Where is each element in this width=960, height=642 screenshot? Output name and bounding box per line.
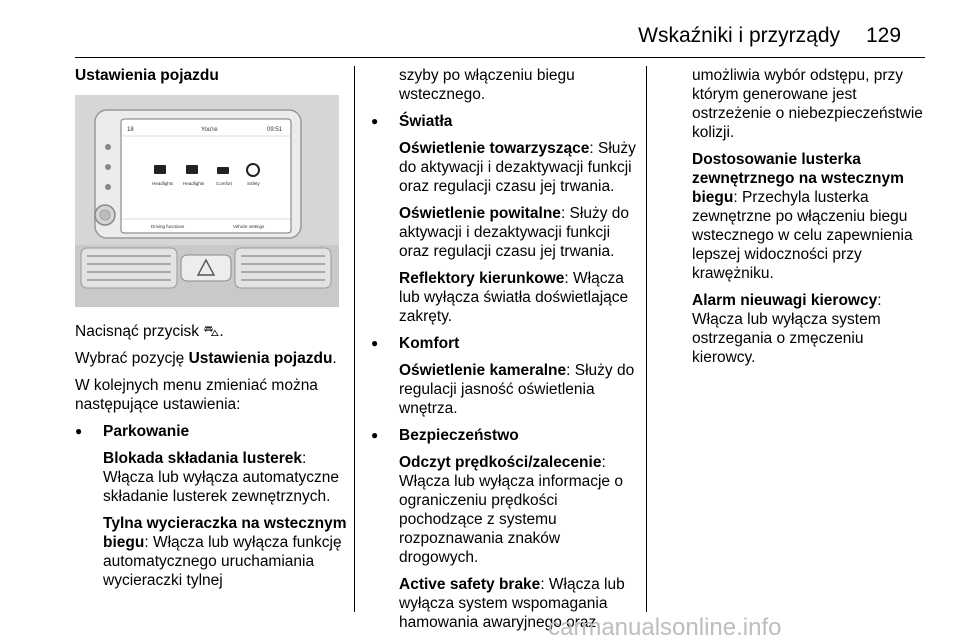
instruction-select: Wybrać pozycję Ustawienia pojazdu. xyxy=(75,350,337,367)
column-1 xyxy=(75,66,345,93)
column-divider-2 xyxy=(646,66,647,612)
screen-status-mid: You're xyxy=(201,127,218,133)
instruction-press: Nacisnąć przycisk ⛍. xyxy=(75,323,224,340)
screen-status-left: 18 xyxy=(127,127,134,133)
bullet-lights: ● Światła xyxy=(371,112,636,131)
brake-continuation: umożliwia wybór odstępu, przy którym generowane jest ostrzeżenie o niebezpieczeństwie kolizji. xyxy=(692,67,923,141)
header-rule xyxy=(75,57,925,58)
infotainment-figure xyxy=(75,95,339,307)
column-1-body xyxy=(75,322,347,598)
watermark: carmanualsonline.info xyxy=(548,614,782,641)
item-reverse-mirror: Dostosowanie lusterka zewnętrznego na wstecznym biegu: Przechyla lusterka zewnętrzne po włączeniu biegu wstecznego w celu zapewnienia lepszej widoczności przy krawężniku. xyxy=(692,151,913,282)
column-3 xyxy=(692,66,925,375)
instruction-menus: W kolejnych menu zmieniać można następujące ustawienia: xyxy=(75,377,318,413)
page-header-title: Wskaźniki i przyrządy xyxy=(638,24,840,47)
column-2 xyxy=(371,66,636,640)
screen-tab-vehicle: Vehicle settings xyxy=(233,224,265,229)
wiper-continuation: szyby po włączeniu biegu wstecznego. xyxy=(399,67,575,103)
section-title: Ustawienia pojazdu xyxy=(75,67,219,84)
item-active-safety-brake: Active safety brake: Włącza lub wyłącza system wspomagania hamowania awaryjnego oraz xyxy=(399,576,625,631)
car-icon: ⛍ xyxy=(203,323,220,340)
page-number: 129 xyxy=(866,24,902,47)
item-speed-reading: Odczyt prędkości/zalecenie: Włącza lub wyłącza informacje o ograniczeniu prędkości pochodzące z systemu rozpoznawania znaków drogowych. xyxy=(399,454,623,566)
svg-text:Headlights: Headlights xyxy=(152,181,174,186)
item-follow-me-lights: Oświetlenie towarzyszące: Służy do aktywacji i dezaktywacji funkcji oraz regulacji czasu jej trwania. xyxy=(399,140,636,195)
bullet-safety: ● Bezpieczeństwo xyxy=(371,426,636,445)
item-driver-attention: Alarm nieuwagi kierowcy: Włącza lub wyłącza system ostrzegania o zmęczeniu kierowcy. xyxy=(692,292,882,366)
svg-text:Safety: Safety xyxy=(247,181,260,186)
bullet-parking: ● Parkowanie xyxy=(75,422,347,441)
item-ambient-lighting: Oświetlenie kameralne: Służy do regulacji jasność oświetlenia wnętrza. xyxy=(399,362,635,417)
screen-status-time: 09:51 xyxy=(267,127,283,133)
svg-text:Headlights: Headlights xyxy=(183,181,205,186)
item-cornering-lights: Reflektory kierunkowe: Włącza lub wyłącza światła doświetlające zakręty. xyxy=(399,270,629,325)
column-divider-1 xyxy=(354,66,355,612)
screen-tab-driving: Driving functions xyxy=(151,224,185,229)
bullet-comfort: ● Komfort xyxy=(371,334,636,353)
svg-text:Comfort: Comfort xyxy=(216,181,233,186)
item-mirror-fold: Blokada składania lusterek: Włącza lub wyłącza automatyczne składanie lusterek zewnętrznych. xyxy=(103,450,340,505)
item-welcome-lights: Oświetlenie powitalne: Służy do aktywacji i dezaktywacji funkcji oraz regulacji czasu jej trwania. xyxy=(399,205,629,260)
item-rear-wiper: Tylna wycieraczka na wstecznym biegu: Włącza lub wyłącza funkcję automatycznego uruchamiania wycieraczki tylnej xyxy=(103,515,347,589)
